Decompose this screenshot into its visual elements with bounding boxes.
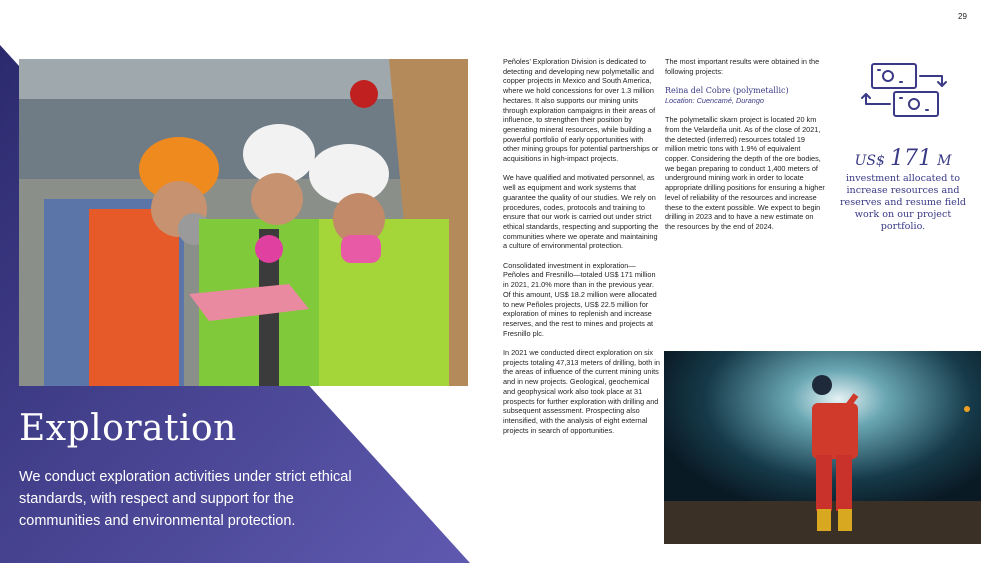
- project-name: Reina del Cobre (polymetallic): [665, 86, 789, 96]
- workers-photo: [19, 59, 468, 386]
- paragraph: The polymetallic skarn project is located 20 km from the Velardeña unit. As of the close of 2021, the detected (inferred) resources totaled 19 million metric tons with 1.9% of equivalent copper. Considering the depth of the ore bodies, we began preparing to conduct 1,400 meters of underground mining work in order to locate appropriate drilling positions for ensuring a higher level of reliability of the resources and increase these to the extent possible. We expect to begin drilling in 2023 and to have a new estimate on the resources by the end of 2024.: [665, 115, 825, 231]
- paragraph: Consolidated investment in exploration—Peñoles and Fresnillo—totaled US$ 171 million in 2021, 21.0% more than in the previous year. Of this amount, US$ 18.2 million were allocated to new Peñoles projects, US$ 22.5 million for exploration of mines to replenish and increase reserves, and the rest to mines and projects at Fresnillo plc.: [503, 260, 657, 338]
- section-title: Exploration: [19, 408, 237, 449]
- money-exchange-icon: [858, 56, 950, 126]
- section-subtitle: We conduct exploration activities under strict ethical standards, with respect and support for the communities and environmental protection.: [19, 469, 352, 529]
- project-location: Location: Cuencamé, Durango: [665, 95, 764, 105]
- stat-value: [838, 146, 968, 171]
- paragraph: We have qualified and motivated personnel, as well as equipment and work systems that guarantee the quality of our studies. We rely on procedures, codes, protocols and training to ensure that our work is carried out under strict ethical standards, respecting and supporting the communities where we operate and maintaining a culture of environmental protection.: [503, 173, 659, 251]
- text-column-2: [665, 57, 825, 241]
- miner-photo: [664, 351, 981, 544]
- stat-description: investment allocated to increase resources and reserves and resume field work on our project portfolio.: [839, 173, 967, 232]
- paragraph: Peñoles’ Exploration Division is dedicated to detecting and developing new polymetallic and copper projects in Mexico and South America, where we hold concessions for over 1.3 million hectares. It also supports our mining units through exploration campaigns in their areas of influence, to strengthen their position by generating mineral resources, while building a powerful portfolio of early opportunities with other mining groups for potential partnerships or acquisitions in high-impact projects.: [503, 57, 659, 164]
- stat-unit: M: [937, 153, 952, 169]
- text-column-1: [503, 57, 661, 445]
- paragraph: In 2021 we conducted direct exploration on six projects totaling 47,313 meters of drilling, both in the areas of influence of the current mining units and in new projects. Geological, geochemical and geophysical work also took place at 31 prospects for further exploration with drilling and subsequent assessment. Prospecting also intensified, with the analysis of eight external projects in search of opportunities.: [503, 348, 660, 435]
- stat-currency: US$: [854, 153, 885, 169]
- investment-stat: [838, 146, 968, 233]
- paragraph: The most important results were obtained in the following projects:: [665, 57, 820, 76]
- stat-number: 171: [889, 146, 932, 171]
- page-number: 29: [958, 12, 967, 21]
